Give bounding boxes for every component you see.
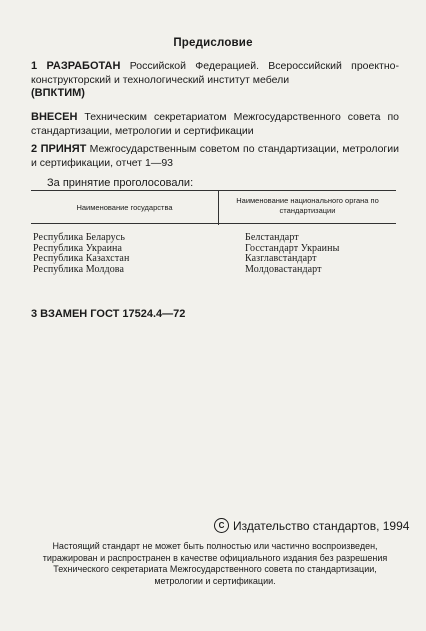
table-cell-body: Молдовастандарт bbox=[245, 263, 322, 275]
paragraph-text: Техническим секретариатом Межгосударственного совета по стандартизации, метрологии и сертификации bbox=[31, 111, 399, 137]
paragraph-lead: ВНЕСЕН bbox=[31, 111, 78, 123]
paragraph-introduced bbox=[31, 111, 399, 138]
column-header-state: Наименование государства bbox=[76, 203, 173, 212]
table-top-rule bbox=[31, 190, 396, 191]
table-cell-state: Республика Молдова bbox=[33, 263, 125, 275]
vote-heading: За принятие проголосовали: bbox=[47, 177, 194, 189]
paragraph-lead: 2 ПРИНЯТ bbox=[31, 143, 87, 155]
paragraph-text: Межгосударственным советом по стандартизации, метрологии и сертификации, отчет 1—93 bbox=[31, 143, 399, 169]
table-header-rule bbox=[31, 223, 396, 224]
replaces-standard: 3 ВЗАМЕН ГОСТ 17524.4—72 bbox=[31, 308, 186, 320]
paragraph-developed bbox=[31, 60, 399, 101]
copyright-notice bbox=[214, 518, 409, 533]
table-cell-state: Республика Казахстан bbox=[33, 253, 130, 264]
states-column bbox=[33, 233, 129, 275]
paragraph-tail: (ВПКТИМ) bbox=[31, 87, 85, 99]
copyright-text: Издательство стандартов, 1994 bbox=[233, 518, 410, 533]
table-cell-state: Республика Беларусь bbox=[33, 232, 125, 243]
page-title: Предисловие bbox=[173, 37, 253, 49]
table-cell-body: Казглавстандарт bbox=[245, 253, 317, 264]
paragraph-text: Российской Федерацией. Всероссийский проектно-конструкторский и технологический институт мебели bbox=[31, 60, 399, 86]
paragraph-lead: 1 РАЗРАБОТАН bbox=[31, 60, 121, 72]
copyright-icon: С bbox=[214, 518, 229, 533]
table-cell-body: Госстандарт Украины bbox=[245, 242, 340, 254]
paragraph-adopted bbox=[31, 143, 399, 170]
bodies-column bbox=[245, 233, 339, 275]
column-header-body: Наименование национального органа по стандартизации bbox=[236, 196, 379, 215]
table-cell-body: Белстандарт bbox=[245, 232, 299, 243]
table-cell-state: Республика Украина bbox=[33, 242, 123, 254]
reproduction-notice: Настоящий стандарт не может быть полностью или частично воспроизведен, тиражирован и распространен в качестве официального издания без разрешения Технического секретариата Межгосударственного совета по стандартизации, метрологии и сертификации. bbox=[42, 541, 388, 586]
